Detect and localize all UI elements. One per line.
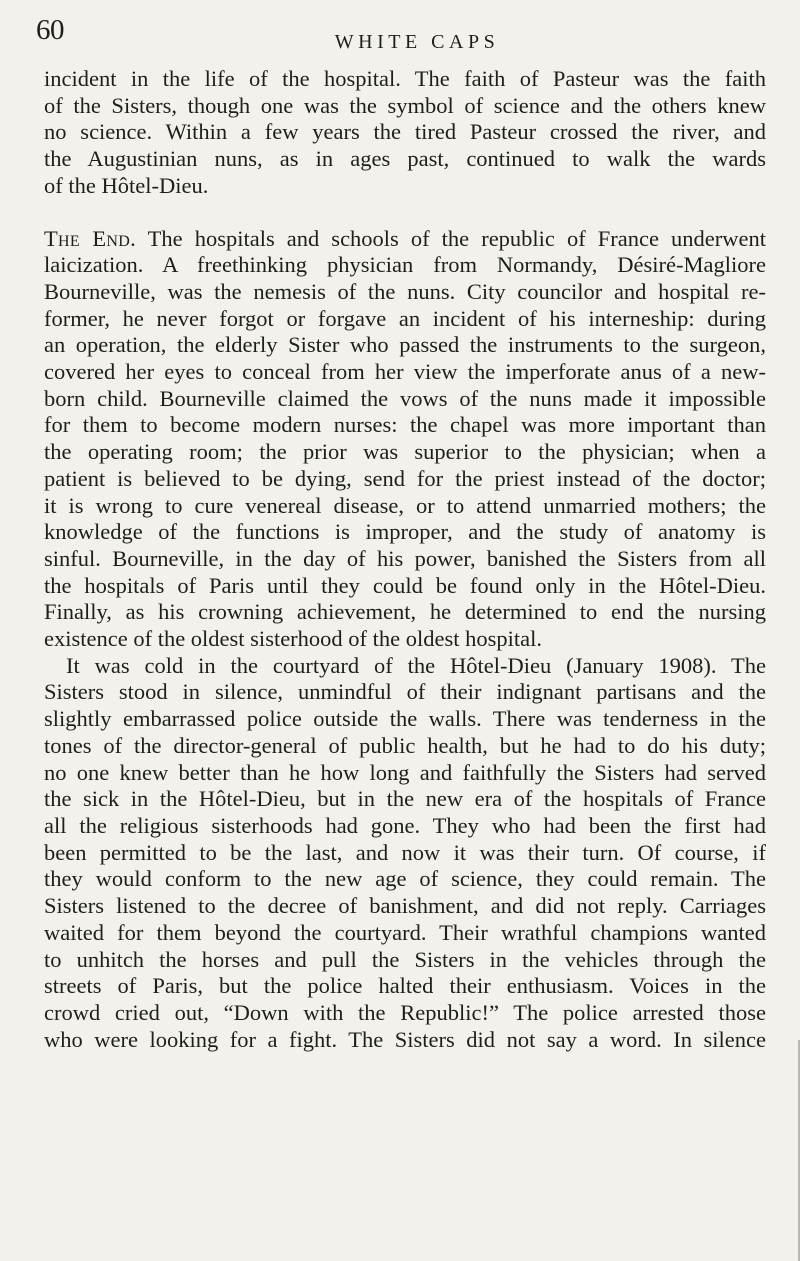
text-line: all the religious sisterhoods had gone. They who had been the first had [44, 812, 766, 838]
text-line: tones of the director-general of public health, but he had to do his duty; [44, 732, 766, 758]
text-line: no science. Within a few years the tired Pasteur crossed the river, and [44, 119, 766, 145]
text-line: Finally, as his crowning achievement, he determined to end the nursing [44, 599, 766, 625]
text-line [44, 226, 766, 253]
text-line: the Augustinian nuns, as in ages past, continued to walk the wards [44, 146, 766, 172]
text-line: Bourneville, was the nemesis of the nuns. City councilor and hospital re- [44, 278, 766, 304]
text-line: It was cold in the courtyard of the Hôtel-Dieu (January 1908). The [66, 652, 766, 678]
text-line: for them to become modern nurses: the chapel was more important than [44, 412, 766, 438]
text-line: streets of Paris, but the police halted their enthusiasm. Voices in the [44, 973, 766, 999]
body-text [44, 66, 766, 1053]
text-line: crowd cried out, “Down with the Republic!” The police arrested those [44, 999, 766, 1025]
section-heading: The End. [44, 225, 137, 251]
text-line: covered her eyes to conceal from her view the imperforate anus of a new- [44, 359, 766, 385]
text-line: the hospitals of Paris until they could be found only in the Hôtel-Dieu. [44, 572, 766, 598]
text-line: to unhitch the horses and pull the Sisters in the vehicles through the [44, 946, 766, 972]
text-line: of the Sisters, though one was the symbol of science and the others knew [44, 92, 766, 118]
text-line: they would conform to the new age of science, they could remain. The [44, 866, 766, 892]
text-line: former, he never forgot or forgave an incident of his interneship: during [44, 305, 766, 331]
text-line: who were looking for a fight. The Sisters did not say a word. In silence [44, 1026, 766, 1052]
text-line: born child. Bourneville claimed the vows of the nuns made it impossible [44, 385, 766, 411]
text-line: been permitted to be the last, and now it was their turn. Of course, if [44, 839, 766, 865]
paragraph-3 [44, 653, 766, 1054]
page-number: 60 [36, 14, 64, 46]
text-line: existence of the oldest sisterhood of the oldest hospital. [44, 626, 543, 652]
text-line: of the Hôtel-Dieu. [44, 172, 209, 198]
section-break [44, 200, 766, 226]
text-line: it is wrong to cure venereal disease, or to attend unmarried mothers; the [44, 492, 766, 518]
text-line: patient is believed to be dying, send for the priest instead of the doctor; [44, 465, 766, 491]
text-line: slightly embarrassed police outside the walls. There was tenderness in the [44, 706, 766, 732]
text-line: waited for them beyond the courtyard. Their wrathful champions wanted [44, 919, 766, 945]
text-line: laicization. A freethinking physician from Normandy, Désiré-Magliore [44, 252, 766, 278]
text-line: no one knew better than he how long and faithfully the Sisters had served [44, 759, 766, 785]
text-line: sinful. Bourneville, in the day of his power, banished the Sisters from all [44, 545, 766, 571]
text-line: an operation, the elderly Sister who passed the instruments to the surgeon, [44, 332, 766, 358]
text-line: the sick in the Hôtel-Dieu, but in the new era of the hospitals of France [44, 786, 766, 812]
text-line: Sisters stood in silence, unmindful of their indignant partisans and the [44, 679, 766, 705]
paragraph-1 [44, 66, 766, 200]
text-line: the operating room; the prior was superior to the physician; when a [44, 439, 766, 465]
text-line: Sisters listened to the decree of banishment, and did not reply. Carriages [44, 893, 766, 919]
text-line: knowledge of the functions is improper, and the study of anatomy is [44, 519, 766, 545]
paragraph-2 [44, 226, 766, 653]
text-line: incident in the life of the hospital. The faith of Pasteur was the faith [44, 66, 766, 91]
text-line-rest: The hospitals and schools of the republic of France underwent [147, 225, 767, 251]
running-head: WHITE CAPS [334, 31, 500, 53]
